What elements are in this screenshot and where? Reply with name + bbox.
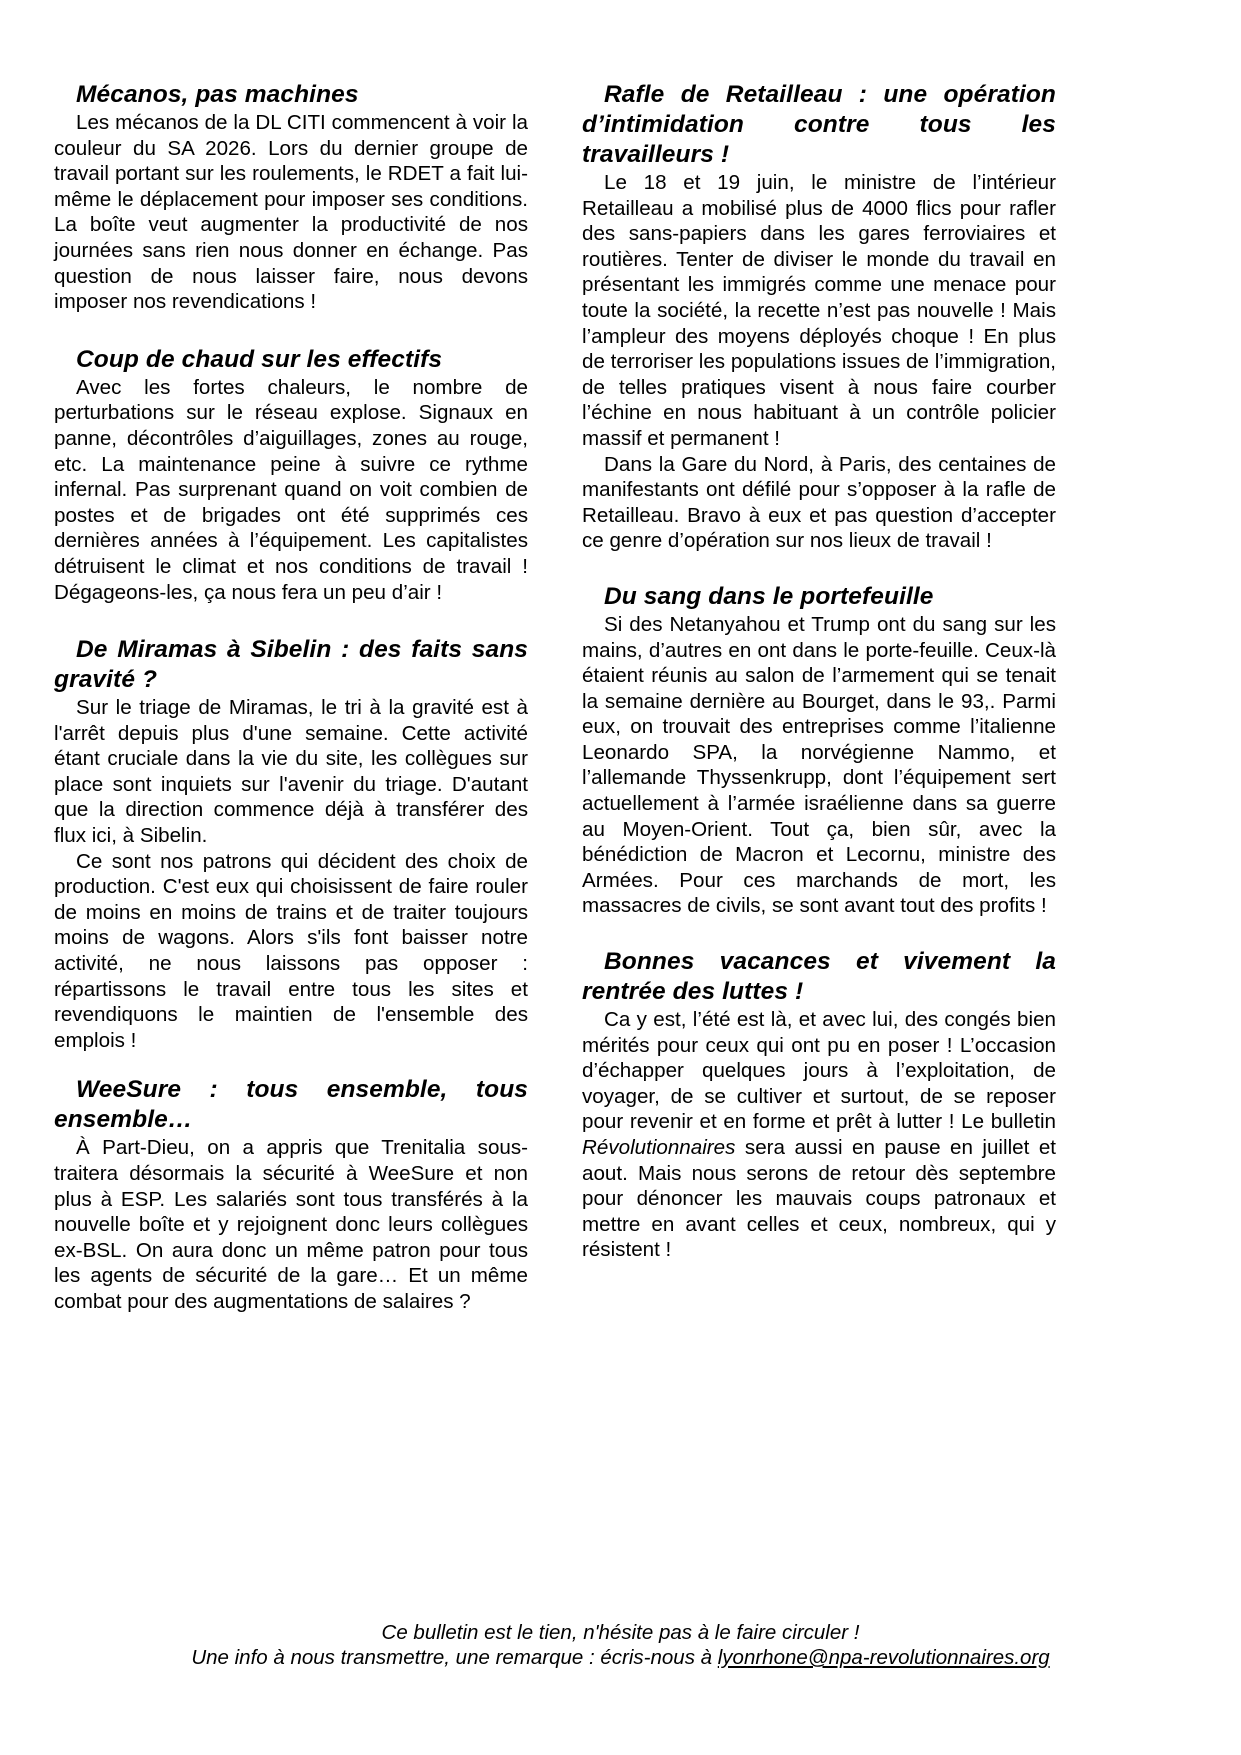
bulletin-title: Révolutionnaires bbox=[582, 1136, 736, 1159]
article-title: Du sang dans le portefeuille bbox=[604, 582, 934, 610]
left-column bbox=[54, 80, 528, 1340]
article-title: Bonnes vacances et vivement la rentrée des luttes ! bbox=[582, 948, 1056, 1006]
article-paragraph: Le 18 et 19 juin, le ministre de l’intérieur Retailleau a mobilisé plus de 4000 flics pour rafler des sans-papiers dans les gares ferroviaires et routières. Tenter de diviser le monde du travail en présentant les immigrés comme une menace pour toute la société, la recette n’est pas nouvelle ! Mais l’ampleur des moyens déployés choque ! En plus de terroriser les populations issues de l’immigration, de telles pratiques visent à nous faire courber l’échine en nous habituant à un contrôle policier massif et permanent ! bbox=[582, 171, 1056, 450]
paragraph-text: Ca y est, l’été est là, et avec lui, des congés bien mérités pour ceux qui ont pu en poser ! L’occasion d’échapper quelques jours à l’exploitation, de voyager, de se cultiver et surtout, de se reposer pour revenir et en forme et prêt à lutter ! Le bulletin bbox=[582, 1008, 1056, 1134]
footer-line-2 bbox=[0, 1645, 1241, 1670]
article-paragraph: Ce sont nos patrons qui décident des choix de production. C'est eux qui choisissent de faire rouler de moins en moins de trains et de traiter toujours moins de wagons. Alors s'ils font baisser notre activité, ne nous laissons pas opposer : répartissons le travail entre tous les sites et revendiquons le maintien de l'ensemble des emplois ! bbox=[54, 849, 528, 1052]
article-coup-de-chaud bbox=[54, 345, 528, 605]
footer bbox=[0, 1620, 1241, 1670]
footer-line-1: Ce bulletin est le tien, n'hésite pas à le faire circuler ! bbox=[381, 1621, 860, 1644]
article-title: Mécanos, pas machines bbox=[76, 81, 359, 108]
article-paragraph: À Part-Dieu, on a appris que Trenitalia sous-traitera désormais la sécurité à WeeSure et non plus à ESP. Les salariés sont tous transférés à la nouvelle boîte et y rejoignent donc leurs collègues ex-BSL. On aura donc un même patron pour tous les agents de sécurité de la gare… Et un même combat pour des augmentations de salaires ? bbox=[54, 1136, 528, 1313]
article-miramas-sibelin bbox=[54, 635, 528, 1053]
article-paragraph: Avec les fortes chaleurs, le nombre de perturbations sur le réseau explose. Signaux en panne, décontrôles d’aiguillages, zones au rouge, etc. La maintenance peine à suivre ce rythme infernal. Pas surprenant quand on voit combien de postes et de brigades ont été supprimés ces dernières années à l’équipement. Les capitalistes détruisent le climat et nos conditions de travail ! Dégageons-les, ça nous fera un peu d’air ! bbox=[54, 375, 528, 604]
article-paragraph bbox=[582, 1007, 1056, 1263]
article-paragraph: Les mécanos de la DL CITI commencent à voir la couleur du SA 2026. Lors du dernier groupe de travail portant sur les roulements, le RDET a fait lui-même le déplacement pour imposer ses conditions. La boîte veut augmenter la productivité de nos journées sans rien nous donner en échange. Pas question de nous laisser faire, nous devons imposer nos revendications ! bbox=[54, 111, 528, 314]
right-column bbox=[582, 80, 1056, 1288]
paragraph-text: sera aussi en pause en juillet et aout. Mais nous serons de retour dès septembre pour dénoncer les mauvais coups patronaux et mettre en avant celles et ceux, nombreux, qui y résistent ! bbox=[582, 1136, 1056, 1262]
article-weesure bbox=[54, 1075, 528, 1314]
article-sang-portefeuille bbox=[582, 582, 1056, 919]
article-paragraph: Sur le triage de Miramas, le tri à la gravité est à l'arrêt depuis plus d'une semaine. Cette activité étant cruciale dans la vie du site, les collègues sur place sont inquiets sur l'avenir du triage. D'autant que la direction commence déjà à transférer des flux ici, à Sibelin. bbox=[54, 696, 528, 848]
article-title: Rafle de Retailleau : une opération d’intimidation contre tous les travailleurs ! bbox=[582, 81, 1056, 168]
article-title: WeeSure : tous ensemble, tous ensemble… bbox=[54, 1076, 528, 1134]
footer-contact-text: Une info à nous transmettre, une remarque : écris-nous à bbox=[191, 1646, 718, 1669]
article-title: De Miramas à Sibelin : des faits sans gravité ? bbox=[54, 636, 528, 694]
article-bonnes-vacances bbox=[582, 947, 1056, 1263]
article-paragraph: Si des Netanyahou et Trump ont du sang sur les mains, d’autres en ont dans le porte-feuille. Ceux-là étaient réunis au salon de l’armement qui se tenait la semaine dernière au Bourget, dans le 93,. Parmi eux, on trouvait des entreprises comme l’italienne Leonardo SPA, la norvégienne Nammo, et l’allemande Thyssenkrupp, dont l’équipement sert actuellement à l’armée israélienne dans sa guerre au Moyen-Orient. Tout ça, bien sûr, avec la bénédiction de Macron et Lecornu, ministre des Armées. Pour ces marchands de mort, les massacres de civils, se sont avant tout des profits ! bbox=[582, 612, 1056, 918]
article-mecanos bbox=[54, 80, 528, 315]
email-link[interactable]: lyonrhone@npa-revolutionnaires.org bbox=[717, 1646, 1050, 1669]
article-title: Coup de chaud sur les effectifs bbox=[76, 345, 443, 373]
article-rafle-retailleau bbox=[582, 80, 1056, 554]
article-paragraph: Dans la Gare du Nord, à Paris, des centaines de manifestants ont défilé pour s’opposer à la rafle de Retailleau. Bravo à eux et pas question d’accepter ce genre d’opération sur nos lieux de travail ! bbox=[582, 452, 1056, 553]
